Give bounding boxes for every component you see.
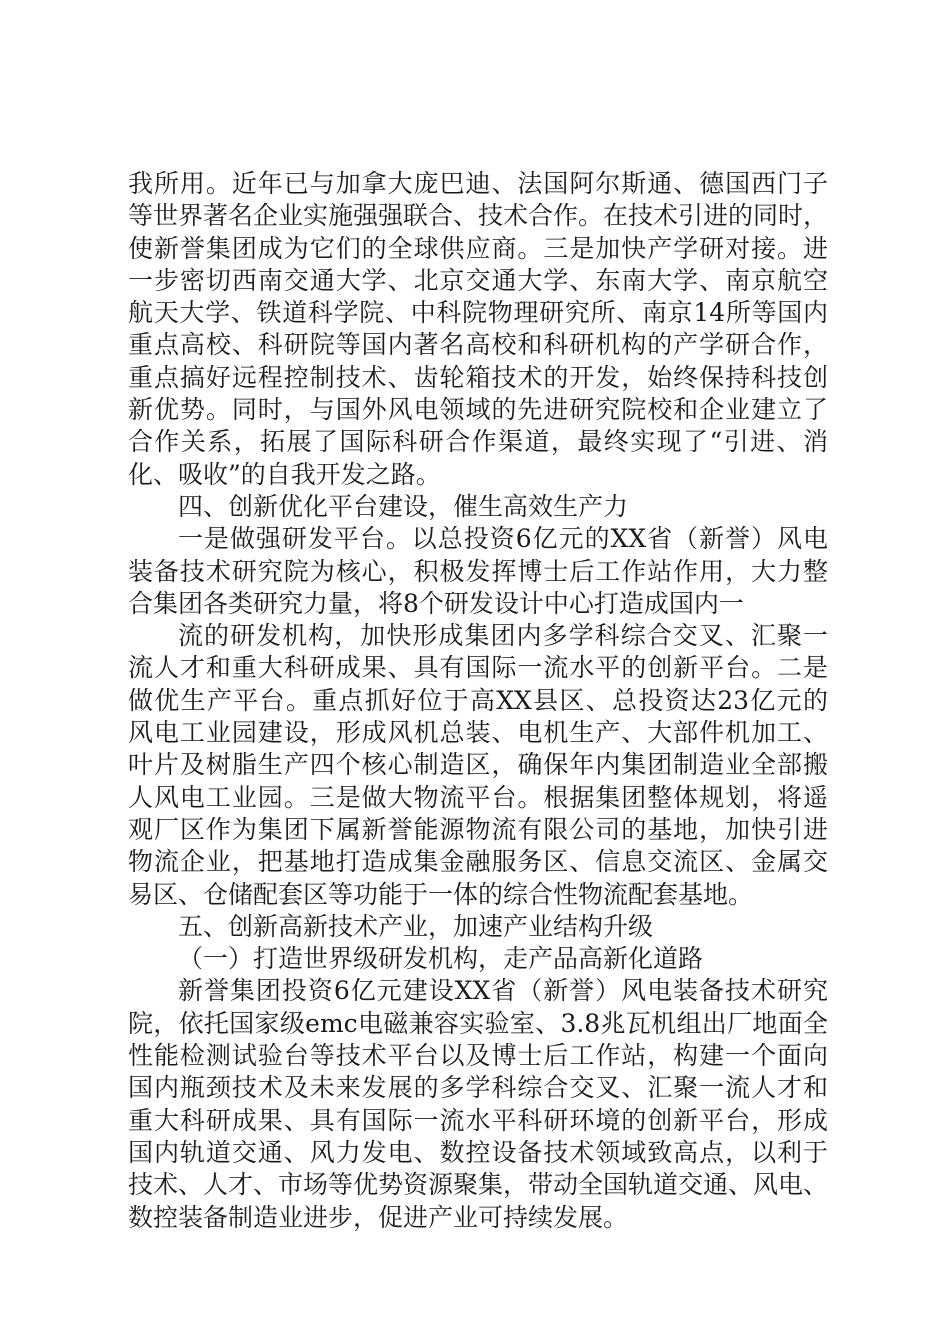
- text-line: 观厂区作为集团下属新誉能源物流有限公司的基地，加快引进: [128, 814, 828, 844]
- text-line: 使新誉集团成为它们的全球供应商。三是加快产学研对接。进: [128, 233, 828, 263]
- text-line: 等世界著名企业实施强强联合、技术合作。在技术引进的同时，: [128, 201, 829, 231]
- text-line: 我所用。近年已与加拿大庞巴迪、法国阿尔斯通、德国西门子: [128, 169, 828, 198]
- text-line: 合作关系，拓展了国际科研合作渠道，最终实现了“引进、消: [128, 427, 828, 457]
- text-line: 装备技术研究院为核心，积极发挥博士后工作站作用，大力整: [128, 556, 828, 586]
- text-line: 国内瓶颈技术及未来发展的多学科综合交叉、汇聚一流人才和: [128, 1073, 828, 1103]
- text-line: 重点搞好远程控制技术、齿轮箱技术的开发，始终保持科技创: [128, 362, 828, 392]
- text-line: 重大科研成果、具有国际一流水平科研环境的创新平台，形成: [128, 1105, 828, 1135]
- document-body: [128, 168, 828, 1234]
- text-line: 人风电工业园。三是做大物流平台。根据集团整体规划，将遥: [128, 782, 828, 812]
- text-line: 易区、仓储配套区等功能于一体的综合性物流配套基地。: [128, 879, 754, 909]
- text-line: 技术、人才、市场等优势资源聚集，带动全国轨道交通、风电、: [128, 1170, 829, 1200]
- text-line: 合集团各类研究力量，将8个研发设计中心打造成国内一: [128, 588, 744, 618]
- text-line: 新优势。同时，与国外风电领域的先进研究院校和企业建立了: [128, 395, 828, 425]
- paragraph-start-line: 五、创新高新技术产业，加速产业结构升级: [178, 911, 654, 941]
- text-line: 重点高校、科研院等国内著名高校和科研机构的产学研合作，: [128, 330, 828, 360]
- paragraph-start-line: 四、创新优化平台建设，催生高效生产力: [178, 491, 629, 521]
- text-line: 航天大学、铁道科学院、中科院物理研究所、南京14所等国内: [128, 298, 828, 328]
- text-line: 风电工业园建设，形成风机总装、电机生产、大部件机加工、: [128, 718, 828, 748]
- paragraph-start-line: （一）打造世界级研发机构，走产品高新化道路: [178, 944, 704, 974]
- paragraph-start-line: 流的研发机构，加快形成集团内多学科综合交叉、汇聚一: [178, 621, 828, 651]
- text-line: 物流企业，把基地打造成集金融服务区、信息交流区、金属交: [128, 847, 828, 877]
- text-line: 一步密切西南交通大学、北京交通大学、东南大学、南京航空: [128, 265, 828, 295]
- text-line: 叶片及树脂生产四个核心制造区，确保年内集团制造业全部搬: [128, 750, 828, 780]
- paragraph-start-line: 新誉集团投资6亿元建设XX省（新誉）风电装备技术研究: [178, 976, 828, 1006]
- paragraph-start-line: 一是做强研发平台。以总投资6亿元的XX省（新誉）风电: [178, 524, 828, 554]
- text-line: 院，依托国家级emc电磁兼容实验室、3.8兆瓦机组出厂地面全: [128, 1008, 828, 1038]
- text-line: 化、吸收”的自我开发之路。: [128, 459, 441, 489]
- text-line: 数控装备制造业进步，促进产业可持续发展。: [128, 1202, 629, 1232]
- text-line: 性能检测试验台等技术平台以及博士后工作站，构建一个面向: [128, 1041, 828, 1071]
- text-line: 国内轨道交通、风力发电、数控设备技术领域致高点，以利于: [128, 1137, 828, 1167]
- text-line: 做优生产平台。重点抓好位于高XX县区、总投资达23亿元的: [128, 685, 828, 715]
- text-line: 流人才和重大科研成果、具有国际一流水平的创新平台。二是: [128, 653, 828, 683]
